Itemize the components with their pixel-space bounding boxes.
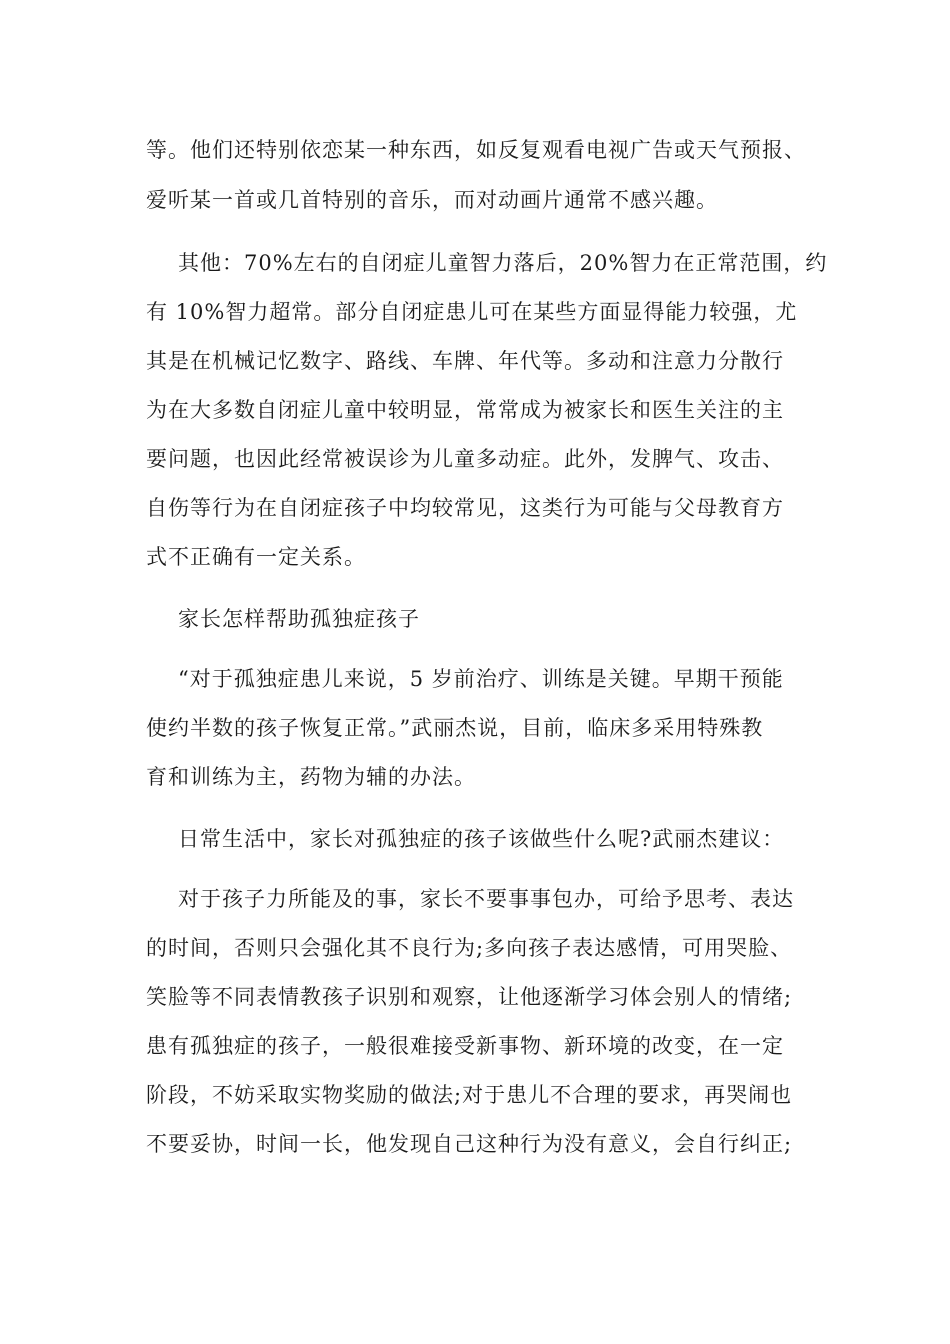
paragraph-start-line: 日常生活中，家长对孤独症的孩子该做些什么呢?武丽杰建议：: [178, 827, 785, 851]
text-line: 有 10%智力超常。部分自闭症患儿可在某些方面显得能力较强，尤: [146, 300, 798, 324]
text-line: 要问题，也因此经常被误诊为儿童多动症。此外，发脾气、攻击、: [146, 447, 784, 471]
paragraph-start-line: “对于孤独症患儿来说，5 岁前治疗、训练是关键。早期干预能: [178, 667, 784, 691]
text-line: 笑脸等不同表情教孩子识别和观察，让他逐渐学习体会别人的情绪;: [146, 985, 793, 1009]
text-line: 阶段，不妨采取实物奖励的做法;对于患儿不合理的要求，再哭闹也: [146, 1083, 793, 1107]
paragraph-start-line: 其他：70%左右的自闭症儿童智力落后，20%智力在正常范围，约: [178, 251, 828, 275]
text-line: 的时间，否则只会强化其不良行为;多向孩子表达感情，可用哭脸、: [146, 936, 793, 960]
text-line: 使约半数的孩子恢复正常。”武丽杰说，目前，临床多采用特殊教: [146, 716, 764, 740]
text-line: 育和训练为主，药物为辅的办法。: [146, 765, 476, 789]
section-heading: 家长怎样帮助孤独症孩子: [178, 607, 420, 631]
text-line: 等。他们还特别依恋某一种东西，如反复观看电视广告或天气预报、: [146, 138, 806, 162]
text-line: 爱听某一首或几首特别的音乐，而对动画片通常不感兴趣。: [146, 188, 718, 212]
text-line: 自伤等行为在自闭症孩子中均较常见，这类行为可能与父母教育方: [146, 496, 784, 520]
text-line: 式不正确有一定关系。: [146, 545, 366, 569]
text-line: 不要妥协，时间一长，他发现自己这种行为没有意义，会自行纠正;: [146, 1132, 793, 1156]
text-line: 为在大多数自闭症儿童中较明显，常常成为被家长和医生关注的主: [146, 398, 784, 422]
text-line: 患有孤独症的孩子，一般很难接受新事物、新环境的改变，在一定: [146, 1034, 784, 1058]
text-line: 其是在机械记忆数字、路线、车牌、年代等。多动和注意力分散行: [146, 349, 784, 373]
paragraph-start-line: 对于孩子力所能及的事，家长不要事事包办，可给予思考、表达: [178, 887, 794, 911]
